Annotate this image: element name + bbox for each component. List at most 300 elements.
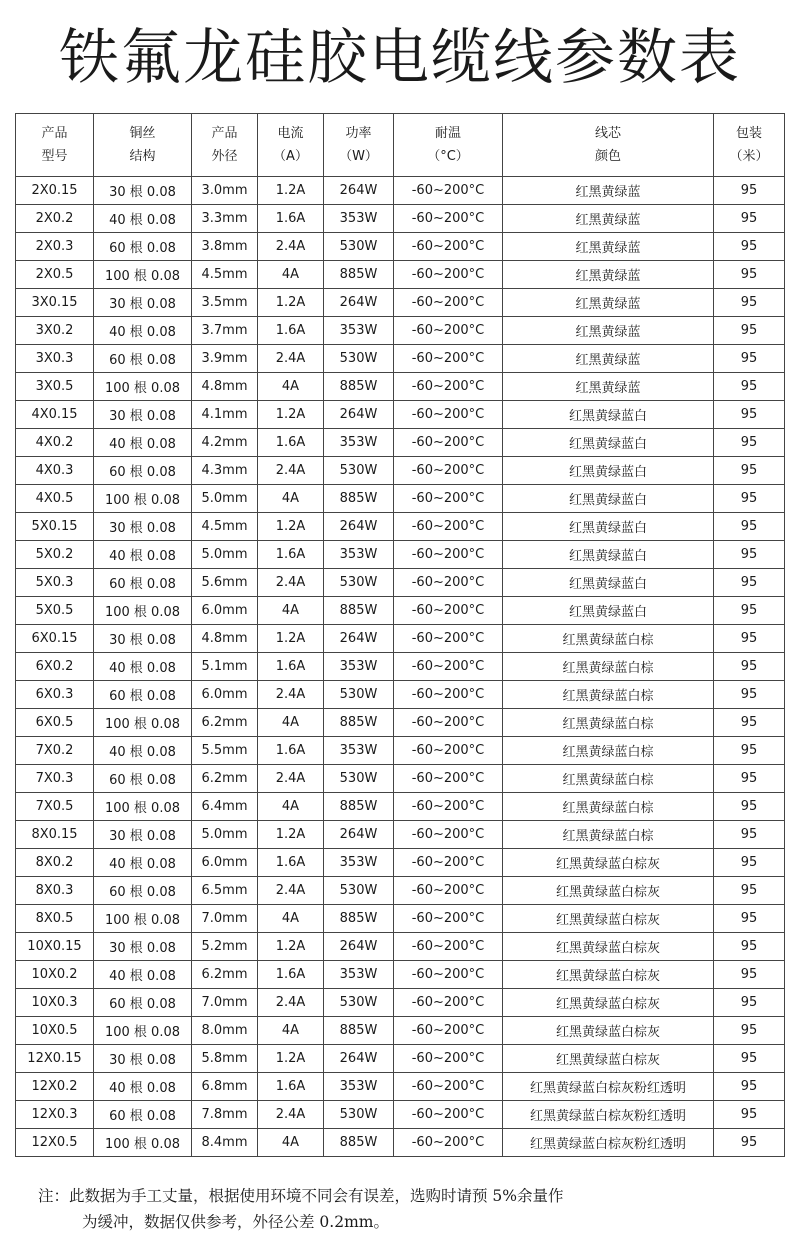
- cell-wire-structure: 30 根 0.08: [94, 289, 192, 317]
- cell-current: 2.4A: [258, 457, 324, 485]
- table-row: [16, 765, 785, 793]
- cell-wire-structure: 30 根 0.08: [94, 1045, 192, 1073]
- cell-wire-structure: 60 根 0.08: [94, 1101, 192, 1129]
- cell-current: 2.4A: [258, 345, 324, 373]
- cell-outer-diameter: 5.2mm: [192, 933, 258, 961]
- cell-power: 885W: [324, 793, 394, 821]
- cell-core-color: 红黑黄绿蓝白棕: [503, 625, 714, 653]
- cell-wire-structure: 30 根 0.08: [94, 625, 192, 653]
- cell-model: 12X0.2: [16, 1073, 94, 1101]
- cell-core-color: 红黑黄绿蓝白棕: [503, 765, 714, 793]
- cell-model: 5X0.3: [16, 569, 94, 597]
- cell-power: 264W: [324, 177, 394, 205]
- table-row: [16, 485, 785, 513]
- cell-package-length: 95: [714, 1045, 785, 1073]
- cell-package-length: 95: [714, 625, 785, 653]
- cell-wire-structure: 100 根 0.08: [94, 709, 192, 737]
- cell-outer-diameter: 6.8mm: [192, 1073, 258, 1101]
- cell-current: 1.6A: [258, 737, 324, 765]
- cell-current: 1.2A: [258, 289, 324, 317]
- cell-temperature: -60~200°C: [394, 681, 503, 709]
- cell-power: 353W: [324, 737, 394, 765]
- cell-outer-diameter: 7.8mm: [192, 1101, 258, 1129]
- cell-package-length: 95: [714, 877, 785, 905]
- cell-temperature: -60~200°C: [394, 569, 503, 597]
- cell-package-length: 95: [714, 597, 785, 625]
- cell-model: 3X0.15: [16, 289, 94, 317]
- cell-wire-structure: 100 根 0.08: [94, 485, 192, 513]
- cell-model: 5X0.15: [16, 513, 94, 541]
- cell-outer-diameter: 4.8mm: [192, 373, 258, 401]
- cell-package-length: 95: [714, 233, 785, 261]
- cell-outer-diameter: 4.5mm: [192, 261, 258, 289]
- cell-core-color: 红黑黄绿蓝白棕: [503, 737, 714, 765]
- cell-current: 1.6A: [258, 317, 324, 345]
- header-outer-diameter-line-1: 产品: [211, 126, 238, 141]
- cell-temperature: -60~200°C: [394, 877, 503, 905]
- cell-current: 1.2A: [258, 821, 324, 849]
- cell-outer-diameter: 6.0mm: [192, 681, 258, 709]
- cell-power: 264W: [324, 625, 394, 653]
- cell-model: 12X0.15: [16, 1045, 94, 1073]
- cell-core-color: 红黑黄绿蓝白: [503, 513, 714, 541]
- cell-package-length: 95: [714, 1073, 785, 1101]
- cell-temperature: -60~200°C: [394, 513, 503, 541]
- cell-current: 1.6A: [258, 205, 324, 233]
- cell-package-length: 95: [714, 709, 785, 737]
- cell-core-color: 红黑黄绿蓝白棕灰: [503, 849, 714, 877]
- header-temperature-line-1: 耐温: [434, 126, 461, 141]
- cell-package-length: 95: [714, 681, 785, 709]
- cell-outer-diameter: 5.8mm: [192, 1045, 258, 1073]
- table-header-row: [16, 114, 785, 177]
- cell-package-length: 95: [714, 485, 785, 513]
- cell-current: 1.6A: [258, 849, 324, 877]
- cell-model: 10X0.15: [16, 933, 94, 961]
- cell-model: 12X0.3: [16, 1101, 94, 1129]
- cell-core-color: 红黑黄绿蓝白棕: [503, 653, 714, 681]
- cell-power: 264W: [324, 1045, 394, 1073]
- cell-model: 3X0.3: [16, 345, 94, 373]
- cell-current: 4A: [258, 485, 324, 513]
- cell-wire-structure: 100 根 0.08: [94, 261, 192, 289]
- cell-package-length: 95: [714, 653, 785, 681]
- cell-temperature: -60~200°C: [394, 1101, 503, 1129]
- cell-current: 4A: [258, 905, 324, 933]
- cell-package-length: 95: [714, 569, 785, 597]
- cell-model: 4X0.5: [16, 485, 94, 513]
- cell-temperature: -60~200°C: [394, 457, 503, 485]
- page-title: 铁氟龙硅胶电缆线参数表: [59, 23, 741, 93]
- cell-core-color: 红黑黄绿蓝白棕: [503, 793, 714, 821]
- cell-current: 2.4A: [258, 569, 324, 597]
- table-row: [16, 317, 785, 345]
- cell-current: 1.6A: [258, 961, 324, 989]
- cell-package-length: 95: [714, 849, 785, 877]
- cell-core-color: 红黑黄绿蓝: [503, 345, 714, 373]
- cell-model: 7X0.2: [16, 737, 94, 765]
- cell-package-length: 95: [714, 1017, 785, 1045]
- cell-temperature: -60~200°C: [394, 625, 503, 653]
- cell-temperature: -60~200°C: [394, 737, 503, 765]
- cell-core-color: 红黑黄绿蓝白棕灰: [503, 933, 714, 961]
- cell-wire-structure: 60 根 0.08: [94, 765, 192, 793]
- table-row: [16, 1017, 785, 1045]
- cell-wire-structure: 60 根 0.08: [94, 681, 192, 709]
- cell-power: 264W: [324, 401, 394, 429]
- cell-power: 885W: [324, 1017, 394, 1045]
- cell-package-length: 95: [714, 317, 785, 345]
- cell-wire-structure: 100 根 0.08: [94, 1129, 192, 1157]
- cell-wire-structure: 100 根 0.08: [94, 597, 192, 625]
- cell-core-color: 红黑黄绿蓝白: [503, 401, 714, 429]
- cell-model: 4X0.15: [16, 401, 94, 429]
- cell-outer-diameter: 4.5mm: [192, 513, 258, 541]
- cell-temperature: -60~200°C: [394, 709, 503, 737]
- header-power-line-2: （W）: [339, 149, 378, 164]
- table-row: [16, 513, 785, 541]
- cell-wire-structure: 100 根 0.08: [94, 1017, 192, 1045]
- table-row: [16, 681, 785, 709]
- cell-wire-structure: 40 根 0.08: [94, 653, 192, 681]
- cell-outer-diameter: 7.0mm: [192, 905, 258, 933]
- cell-power: 530W: [324, 569, 394, 597]
- cell-power: 353W: [324, 961, 394, 989]
- cell-temperature: -60~200°C: [394, 345, 503, 373]
- cell-outer-diameter: 7.0mm: [192, 989, 258, 1017]
- cell-outer-diameter: 8.4mm: [192, 1129, 258, 1157]
- cell-temperature: -60~200°C: [394, 373, 503, 401]
- table-row: [16, 989, 785, 1017]
- cell-outer-diameter: 6.4mm: [192, 793, 258, 821]
- cell-temperature: -60~200°C: [394, 177, 503, 205]
- cell-power: 264W: [324, 933, 394, 961]
- cell-current: 4A: [258, 373, 324, 401]
- header-model-line-1: 产品: [41, 126, 68, 141]
- cell-wire-structure: 60 根 0.08: [94, 989, 192, 1017]
- header-package-length-line-1: 包装: [735, 126, 762, 141]
- cell-model: 7X0.5: [16, 793, 94, 821]
- cell-power: 353W: [324, 317, 394, 345]
- cell-package-length: 95: [714, 401, 785, 429]
- cell-model: 4X0.2: [16, 429, 94, 457]
- cell-wire-structure: 100 根 0.08: [94, 793, 192, 821]
- cell-wire-structure: 30 根 0.08: [94, 821, 192, 849]
- cell-wire-structure: 40 根 0.08: [94, 317, 192, 345]
- cell-core-color: 红黑黄绿蓝白棕: [503, 681, 714, 709]
- header-power: [324, 114, 394, 177]
- cell-core-color: 红黑黄绿蓝白: [503, 541, 714, 569]
- cell-current: 2.4A: [258, 877, 324, 905]
- cell-wire-structure: 40 根 0.08: [94, 1073, 192, 1101]
- cell-current: 2.4A: [258, 681, 324, 709]
- cell-outer-diameter: 6.5mm: [192, 877, 258, 905]
- cell-core-color: 红黑黄绿蓝白: [503, 429, 714, 457]
- header-wire-structure: [94, 114, 192, 177]
- cell-core-color: 红黑黄绿蓝: [503, 373, 714, 401]
- cell-outer-diameter: 3.5mm: [192, 289, 258, 317]
- cell-power: 353W: [324, 653, 394, 681]
- cell-wire-structure: 40 根 0.08: [94, 205, 192, 233]
- cell-core-color: 红黑黄绿蓝: [503, 261, 714, 289]
- cell-model: 10X0.2: [16, 961, 94, 989]
- cell-temperature: -60~200°C: [394, 961, 503, 989]
- cell-package-length: 95: [714, 205, 785, 233]
- table-row: [16, 709, 785, 737]
- header-package-length-line-2: （米）: [729, 149, 769, 164]
- cell-power: 530W: [324, 877, 394, 905]
- cell-package-length: 95: [714, 373, 785, 401]
- cell-temperature: -60~200°C: [394, 653, 503, 681]
- table-row: [16, 233, 785, 261]
- cell-power: 264W: [324, 513, 394, 541]
- cell-core-color: 红黑黄绿蓝白棕灰粉红透明: [503, 1101, 714, 1129]
- cell-current: 1.2A: [258, 177, 324, 205]
- cell-temperature: -60~200°C: [394, 401, 503, 429]
- cell-package-length: 95: [714, 765, 785, 793]
- cell-outer-diameter: 6.0mm: [192, 597, 258, 625]
- table-row: [16, 1045, 785, 1073]
- cell-core-color: 红黑黄绿蓝白: [503, 569, 714, 597]
- cell-power: 885W: [324, 1129, 394, 1157]
- cell-core-color: 红黑黄绿蓝白: [503, 457, 714, 485]
- cell-power: 530W: [324, 765, 394, 793]
- header-outer-diameter-line-2: 外径: [211, 149, 238, 164]
- cell-package-length: 95: [714, 541, 785, 569]
- cell-temperature: -60~200°C: [394, 821, 503, 849]
- cell-package-length: 95: [714, 177, 785, 205]
- cell-temperature: -60~200°C: [394, 1017, 503, 1045]
- header-power-line-1: 功率: [345, 126, 372, 141]
- cell-wire-structure: 40 根 0.08: [94, 541, 192, 569]
- cell-temperature: -60~200°C: [394, 1129, 503, 1157]
- cell-core-color: 红黑黄绿蓝: [503, 177, 714, 205]
- cell-model: 8X0.2: [16, 849, 94, 877]
- header-wire-structure-line-1: 铜丝: [129, 126, 156, 141]
- table-row: [16, 849, 785, 877]
- cell-outer-diameter: 5.0mm: [192, 821, 258, 849]
- table-row: [16, 877, 785, 905]
- cell-power: 885W: [324, 709, 394, 737]
- cell-core-color: 红黑黄绿蓝白棕: [503, 821, 714, 849]
- cell-model: 12X0.5: [16, 1129, 94, 1157]
- cell-package-length: 95: [714, 905, 785, 933]
- header-temperature: [394, 114, 503, 177]
- header-model-line-2: 型号: [41, 149, 68, 164]
- cell-wire-structure: 60 根 0.08: [94, 345, 192, 373]
- cell-model: 8X0.3: [16, 877, 94, 905]
- cell-package-length: 95: [714, 961, 785, 989]
- table-row: [16, 905, 785, 933]
- cell-model: 2X0.3: [16, 233, 94, 261]
- cell-core-color: 红黑黄绿蓝白: [503, 485, 714, 513]
- table-row: [16, 597, 785, 625]
- cell-current: 4A: [258, 1017, 324, 1045]
- cell-outer-diameter: 6.2mm: [192, 709, 258, 737]
- table-row: [16, 541, 785, 569]
- cell-package-length: 95: [714, 289, 785, 317]
- cell-current: 4A: [258, 793, 324, 821]
- cell-power: 264W: [324, 821, 394, 849]
- cell-model: 7X0.3: [16, 765, 94, 793]
- header-wire-structure-line-2: 结构: [129, 149, 156, 164]
- cell-model: 2X0.15: [16, 177, 94, 205]
- header-core-color: [503, 114, 714, 177]
- cell-temperature: -60~200°C: [394, 597, 503, 625]
- cell-current: 2.4A: [258, 765, 324, 793]
- footnote: [38, 1183, 778, 1235]
- table-row: [16, 569, 785, 597]
- table-row: [16, 345, 785, 373]
- cell-temperature: -60~200°C: [394, 989, 503, 1017]
- cell-temperature: -60~200°C: [394, 317, 503, 345]
- cell-package-length: 95: [714, 1129, 785, 1157]
- cell-current: 2.4A: [258, 233, 324, 261]
- cell-outer-diameter: 4.2mm: [192, 429, 258, 457]
- cell-wire-structure: 30 根 0.08: [94, 513, 192, 541]
- cell-temperature: -60~200°C: [394, 1045, 503, 1073]
- table-body: [16, 177, 785, 1157]
- cell-core-color: 红黑黄绿蓝白棕: [503, 709, 714, 737]
- cell-wire-structure: 60 根 0.08: [94, 457, 192, 485]
- cell-core-color: 红黑黄绿蓝白棕灰: [503, 877, 714, 905]
- cell-model: 6X0.5: [16, 709, 94, 737]
- header-current: [258, 114, 324, 177]
- cell-package-length: 95: [714, 457, 785, 485]
- cell-package-length: 95: [714, 345, 785, 373]
- cell-wire-structure: 40 根 0.08: [94, 429, 192, 457]
- cell-core-color: 红黑黄绿蓝白棕灰粉红透明: [503, 1073, 714, 1101]
- cell-current: 1.6A: [258, 653, 324, 681]
- cell-temperature: -60~200°C: [394, 933, 503, 961]
- cell-temperature: -60~200°C: [394, 261, 503, 289]
- table-row: [16, 177, 785, 205]
- header-temperature-line-2: （°C）: [427, 149, 469, 164]
- table-row: [16, 961, 785, 989]
- cell-model: 2X0.2: [16, 205, 94, 233]
- cell-outer-diameter: 3.8mm: [192, 233, 258, 261]
- table-row: [16, 373, 785, 401]
- header-model: [16, 114, 94, 177]
- header-core-color-line-2: 颜色: [594, 149, 621, 164]
- cell-package-length: 95: [714, 821, 785, 849]
- cell-current: 4A: [258, 597, 324, 625]
- header-current-line-2: （A）: [273, 149, 308, 164]
- cell-power: 530W: [324, 989, 394, 1017]
- cell-model: 10X0.3: [16, 989, 94, 1017]
- cell-current: 1.2A: [258, 933, 324, 961]
- cell-temperature: -60~200°C: [394, 541, 503, 569]
- cell-current: 1.6A: [258, 1073, 324, 1101]
- cell-power: 353W: [324, 429, 394, 457]
- footnote-line-2: 为缓冲，数据仅供参考，外径公差 0.2mm。: [82, 1213, 389, 1231]
- cell-current: 4A: [258, 1129, 324, 1157]
- cell-power: 530W: [324, 233, 394, 261]
- cell-wire-structure: 30 根 0.08: [94, 177, 192, 205]
- table-row: [16, 793, 785, 821]
- table-row: [16, 737, 785, 765]
- cell-outer-diameter: 3.3mm: [192, 205, 258, 233]
- cell-temperature: -60~200°C: [394, 429, 503, 457]
- cell-model: 8X0.15: [16, 821, 94, 849]
- table-row: [16, 457, 785, 485]
- cell-core-color: 红黑黄绿蓝白棕灰: [503, 1045, 714, 1073]
- cell-outer-diameter: 6.2mm: [192, 961, 258, 989]
- cell-wire-structure: 40 根 0.08: [94, 737, 192, 765]
- cell-power: 530W: [324, 345, 394, 373]
- cell-core-color: 红黑黄绿蓝白棕灰粉红透明: [503, 1129, 714, 1157]
- cell-power: 530W: [324, 457, 394, 485]
- cell-power: 885W: [324, 905, 394, 933]
- cell-model: 6X0.15: [16, 625, 94, 653]
- cell-outer-diameter: 3.0mm: [192, 177, 258, 205]
- cell-power: 353W: [324, 849, 394, 877]
- cell-outer-diameter: 6.2mm: [192, 765, 258, 793]
- cell-temperature: -60~200°C: [394, 205, 503, 233]
- cell-package-length: 95: [714, 989, 785, 1017]
- cell-outer-diameter: 5.5mm: [192, 737, 258, 765]
- cell-current: 2.4A: [258, 989, 324, 1017]
- cell-model: 5X0.2: [16, 541, 94, 569]
- cell-temperature: -60~200°C: [394, 765, 503, 793]
- cell-package-length: 95: [714, 793, 785, 821]
- cell-core-color: 红黑黄绿蓝: [503, 317, 714, 345]
- cell-package-length: 95: [714, 513, 785, 541]
- cell-wire-structure: 30 根 0.08: [94, 933, 192, 961]
- cell-core-color: 红黑黄绿蓝白棕灰: [503, 961, 714, 989]
- cell-package-length: 95: [714, 261, 785, 289]
- table-row: [16, 261, 785, 289]
- table-row: [16, 653, 785, 681]
- cell-temperature: -60~200°C: [394, 233, 503, 261]
- cell-power: 353W: [324, 1073, 394, 1101]
- header-outer-diameter: [192, 114, 258, 177]
- table-row: [16, 205, 785, 233]
- footnote-line-1: 注：此数据为手工丈量，根据使用环境不同会有误差，选购时请预 5%余量作: [38, 1187, 564, 1205]
- cell-model: 4X0.3: [16, 457, 94, 485]
- cell-model: 10X0.5: [16, 1017, 94, 1045]
- cell-outer-diameter: 8.0mm: [192, 1017, 258, 1045]
- cell-core-color: 红黑黄绿蓝白: [503, 597, 714, 625]
- cell-wire-structure: 100 根 0.08: [94, 905, 192, 933]
- cell-current: 1.2A: [258, 625, 324, 653]
- cell-power: 885W: [324, 597, 394, 625]
- cell-outer-diameter: 5.1mm: [192, 653, 258, 681]
- cell-model: 5X0.5: [16, 597, 94, 625]
- cell-temperature: -60~200°C: [394, 905, 503, 933]
- cell-outer-diameter: 5.6mm: [192, 569, 258, 597]
- cell-wire-structure: 40 根 0.08: [94, 849, 192, 877]
- cell-wire-structure: 100 根 0.08: [94, 373, 192, 401]
- cell-package-length: 95: [714, 737, 785, 765]
- cell-current: 2.4A: [258, 1101, 324, 1129]
- cell-wire-structure: 60 根 0.08: [94, 569, 192, 597]
- table-row: [16, 1073, 785, 1101]
- cell-outer-diameter: 4.8mm: [192, 625, 258, 653]
- cell-model: 8X0.5: [16, 905, 94, 933]
- cell-outer-diameter: 6.0mm: [192, 849, 258, 877]
- cell-current: 4A: [258, 709, 324, 737]
- table-row: [16, 401, 785, 429]
- cell-core-color: 红黑黄绿蓝白棕灰: [503, 989, 714, 1017]
- cell-wire-structure: 40 根 0.08: [94, 961, 192, 989]
- spec-table: [15, 113, 785, 1157]
- cell-current: 1.2A: [258, 513, 324, 541]
- header-package-length: [714, 114, 785, 177]
- cell-core-color: 红黑黄绿蓝: [503, 233, 714, 261]
- cell-core-color: 红黑黄绿蓝: [503, 205, 714, 233]
- cell-model: 2X0.5: [16, 261, 94, 289]
